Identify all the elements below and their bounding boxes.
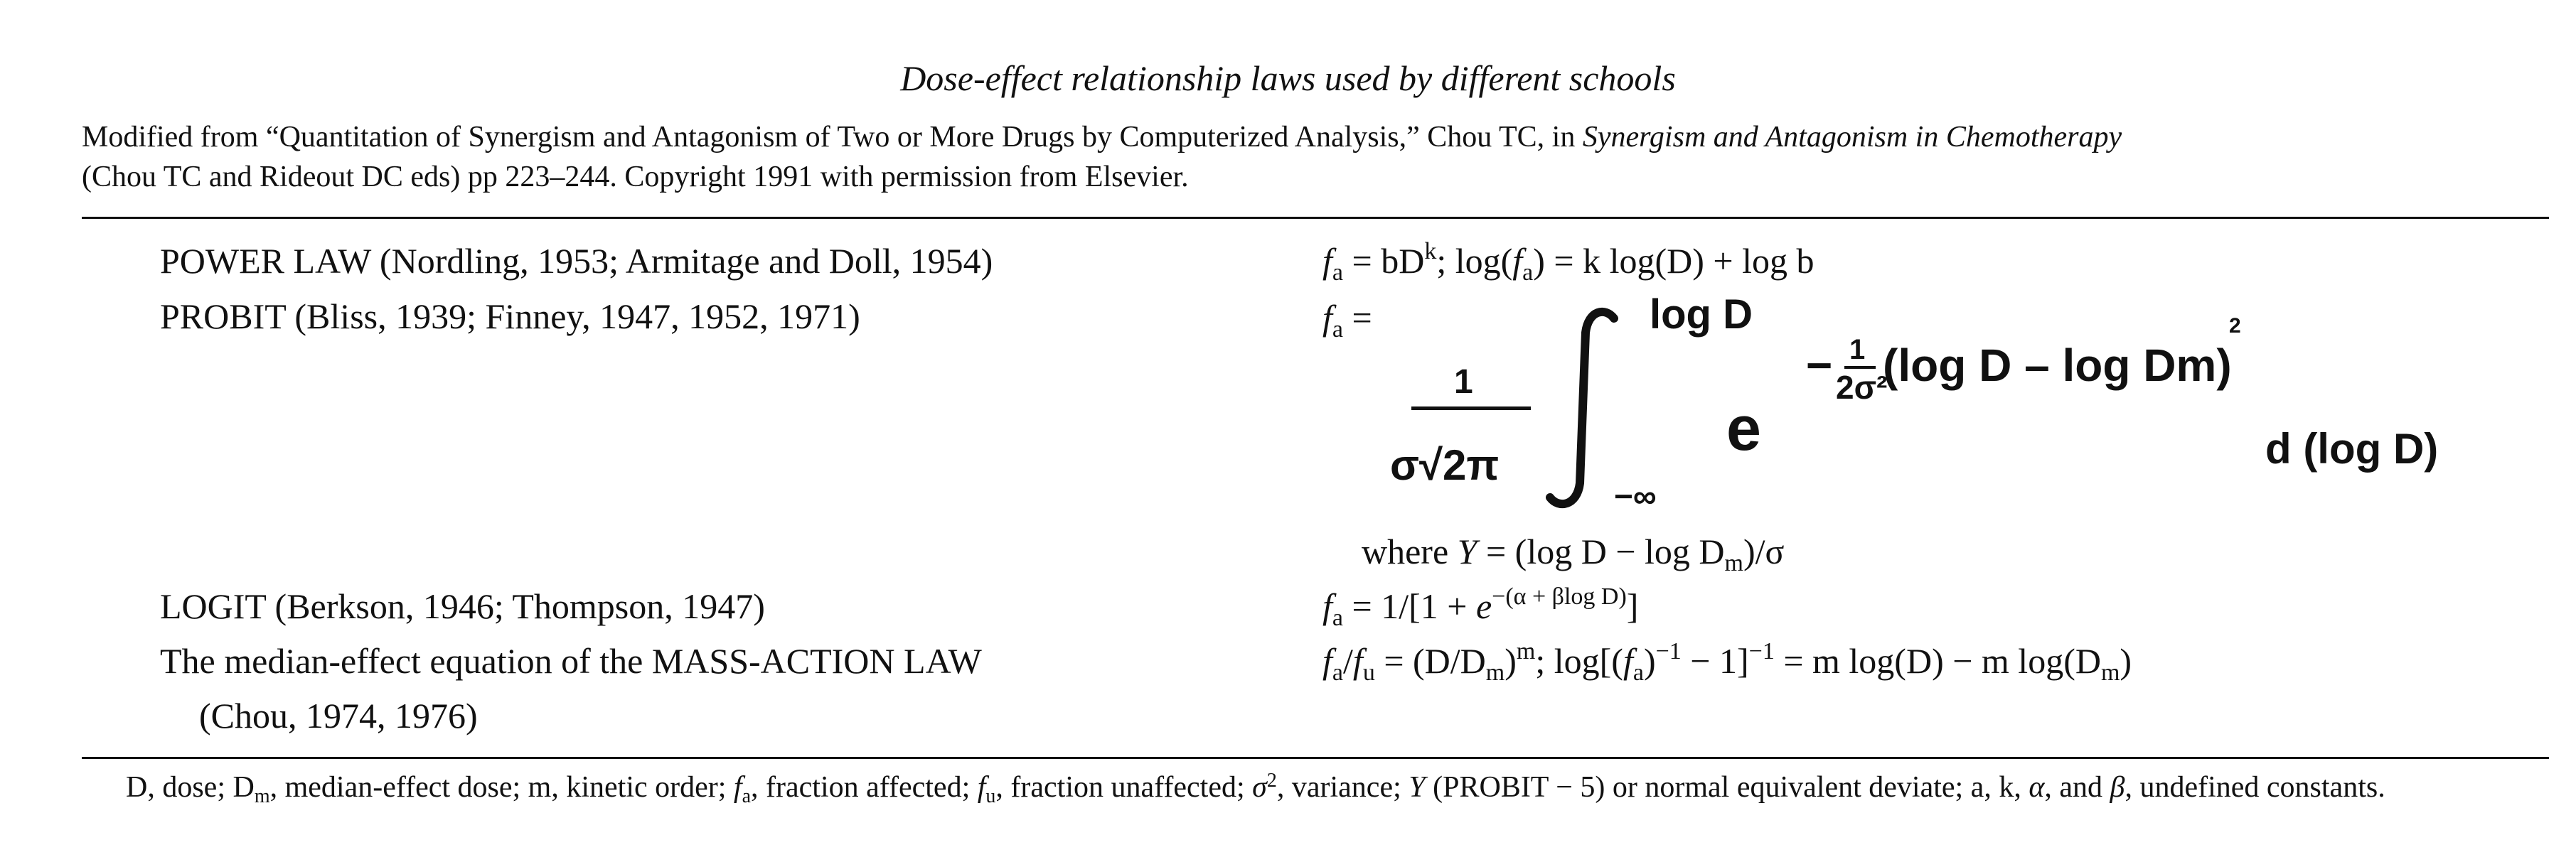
law-median-citation: (Chou, 1974, 1976)	[199, 696, 478, 736]
law-power-name: POWER LAW (Nordling, 1953; Armitage and Doll, 1954)	[160, 241, 993, 281]
source-line-1: Modified from “Quantitation of Synergism and Antagonism of Two or More Drugs by Computerized Analysis,” Chou TC, in Synergism and Antagonism in Chemotherapy	[82, 121, 2122, 154]
table-title: Dose-effect relationship laws used by different schools	[900, 58, 1676, 98]
law-probit-lhs: $f_a$ =	[1322, 298, 1372, 343]
exponent-body: (log D – log Dm)	[1883, 340, 2232, 391]
probit-fraction-numerator: 1	[1454, 363, 1473, 401]
probit-fraction-bar	[1411, 406, 1531, 410]
law-median-equation: $f_a/f_u = (D/D_m)^m$; $\log[(f_a)^{-1} - 1]^{-1} = m$ log(D) − m $\log(D_m)$	[1322, 638, 2132, 686]
probit-fraction-denominator: σ√2π	[1390, 441, 1500, 489]
exponent-square: 2	[2229, 314, 2241, 338]
exponential-base: e	[1726, 393, 1761, 463]
law-logit-name: LOGIT (Berkson, 1946; Thompson, 1947)	[160, 586, 765, 626]
probit-where-clause: where Y = (log $D - \log D_m)/\sigma$	[1362, 532, 1785, 576]
source-line-2: (Chou TC and Rideout DC eds) pp 223–244. Copyright 1991 with permission from Elsevier.	[82, 161, 1189, 193]
integral-upper-limit: log D	[1650, 291, 1753, 338]
bottom-rule	[82, 757, 2549, 759]
book-title: Synergism and Antagonism in Chemotherapy	[1582, 121, 2122, 154]
integral-lower-limit: −∞	[1614, 478, 1657, 515]
exponent-fraction-denominator: 2σ²	[1836, 369, 1888, 406]
exponent-minus: −	[1806, 340, 1833, 391]
table-footnote: D, dose; $D_m$, median-effect dose; m, kinetic order; $f_a$, fraction affected; $f_u$, fraction unaffected; $\sigma^2$, variance; Y (PROBIT − 5) or normal equivalent deviate; a, k, α, and β, undefined constants.	[126, 770, 2385, 807]
source-note	[82, 117, 2549, 197]
law-median-name: The median-effect equation of the MASS-ACTION LAW	[160, 641, 982, 681]
law-probit-name: PROBIT (Bliss, 1939; Finney, 1947, 1952, 1971)	[160, 296, 860, 336]
top-rule	[82, 217, 2549, 219]
integral-differential: d (log D)	[2265, 425, 2439, 473]
law-power-equation: $f_a = bD^k$; $\log(f_a) = k$ log(D) + log b	[1322, 238, 1815, 286]
exponent-fraction-numerator: 1	[1849, 334, 1866, 365]
law-logit-equation: $f_a = 1/[1 + e^{-(\alpha + \beta log D)}]$	[1322, 583, 1639, 631]
